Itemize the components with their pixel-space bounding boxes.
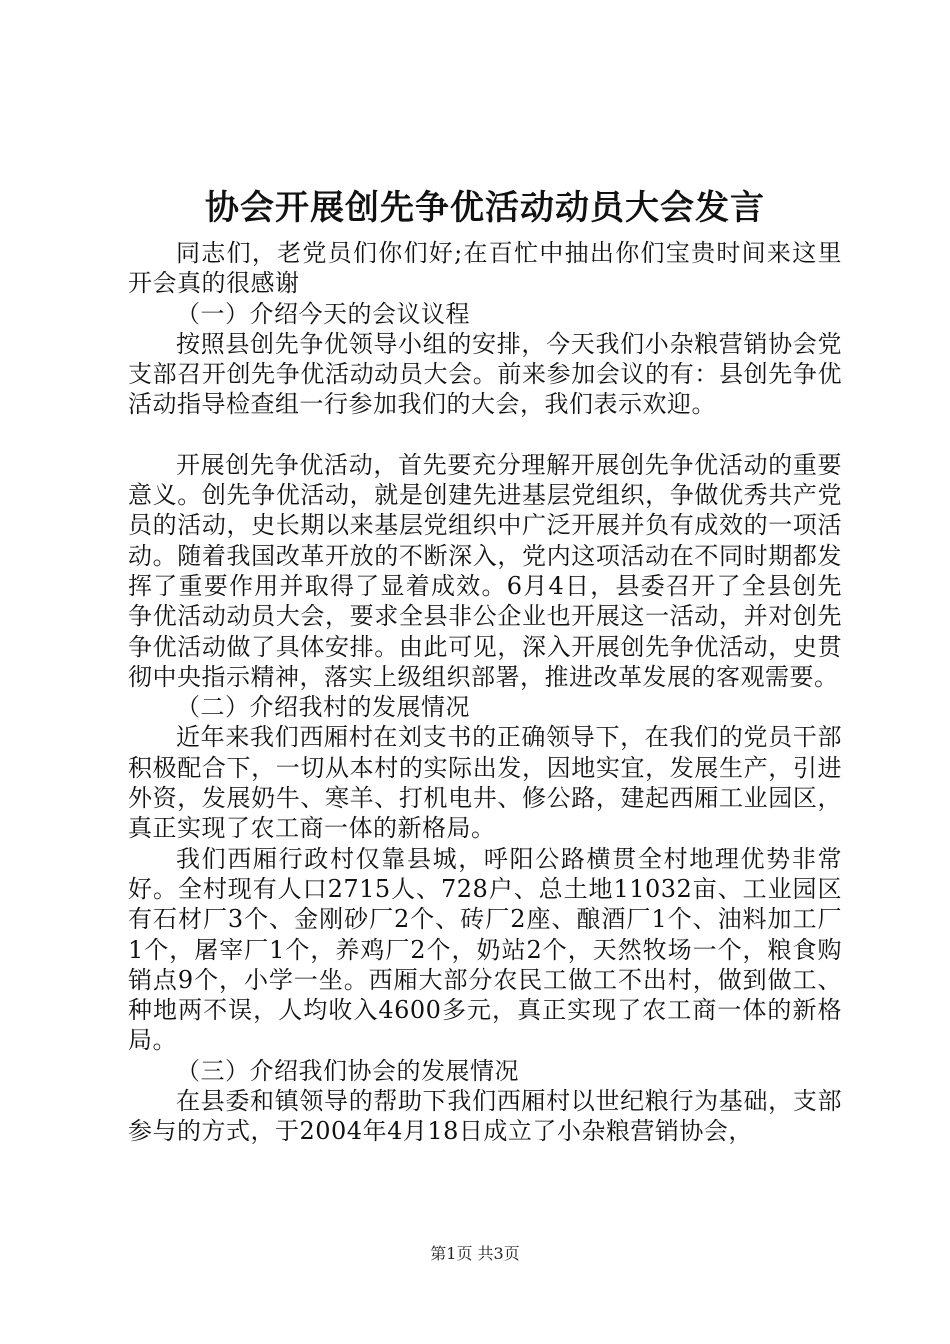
paragraph-greeting: 同志们，老党员们你们好;在百忙中抽出你们宝贵时间来这里开会真的很感谢 — [128, 239, 842, 298]
section-heading-agenda: （一）介绍今天的会议议程 — [176, 299, 470, 328]
document-body — [128, 238, 842, 1147]
section-heading-association: （三）介绍我们协会的发展情况 — [176, 1056, 519, 1085]
page-footer: 第1页 共3页 — [430, 1244, 520, 1263]
paragraph-association: 在县委和镇领导的帮助下我们西厢村以世纪粮行为基础，支部参与的方式，于2004年4月18日成立了小杂粮营销协会， — [128, 1087, 842, 1146]
section-heading-village: （二）介绍我村的发展情况 — [176, 693, 470, 722]
paragraph-significance: 开展创先争优活动，首先要充分理解开展创先争优活动的重要意义。创先争优活动，就是创建先进基层党组织，争做优秀共产党员的活动，史长期以来基层党组织中广泛开展并负有成效的一项活动。随着我国改革开放的不断深入，党内这项活动在不同时期都发挥了重要作用并取得了显着成效。6月4日，县委召开了全县创先争优活动动员大会，要求全县非公企业也开展这一活动，并对创先争优活动做了具体安排。由此可见，深入开展创先争优活动，史贯彻中央指示精神，落实上级组织部署，推进改革发展的客观需要。 — [128, 450, 842, 691]
paragraph-agenda: 按照县创先争优领导小组的安排，今天我们小杂粮营销协会党支部召开创先争优活动动员大会。前来参加会议的有：县创先争优活动指导检查组一行参加我们的大会，我们表示欢迎。 — [128, 329, 842, 419]
paragraph-village-statistics: 我们西厢行政村仅靠县城，呼阳公路横贯全村地理优势非常好。全村现有人口2715人、728户、总土地11032亩、工业园区有石材厂3个、金刚砂厂2个、砖厂2座、酿酒厂1个、油料加工厂1个，屠宰厂1个，养鸡厂2个，奶站2个，天然牧场一个，粮食购销点9个，小学一坐。西厢大部分农民工做工不出村，做到做工、种地两不误，人均收入4600多元，真正实现了农工商一体的新格局。 — [128, 844, 842, 1055]
document-title: 协会开展创先争优活动动员大会发言 — [205, 188, 765, 228]
paragraph-village-development: 近年来我们西厢村在刘支书的正确领导下，在我们的党员干部积极配合下，一切从本村的实际出发，因地实宜，发展生产，引进外资，发展奶牛、寒羊、打机电井、修公路，建起西厢工业园区，真正实现了农工商一体的新格局。 — [128, 723, 842, 843]
